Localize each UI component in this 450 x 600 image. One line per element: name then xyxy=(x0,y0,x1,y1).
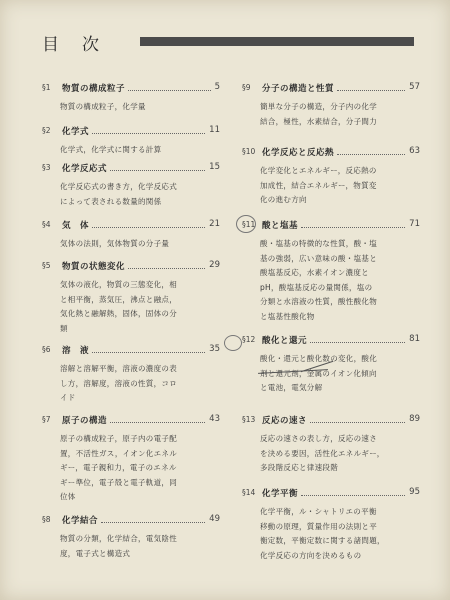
topic-line: と相平衡，蒸気圧，沸点と融点， xyxy=(60,294,177,304)
section-number: §8 xyxy=(42,515,51,524)
section-title: 反応の速さ xyxy=(262,416,308,426)
topic-line: 加成性，結合エネルギー，物質変 xyxy=(260,180,377,190)
toc-entry[interactable] xyxy=(42,125,220,158)
toc-entry-heading xyxy=(42,260,220,274)
leader-dots xyxy=(128,268,205,269)
topic-line: 剤と還元剤，金属のイオン化傾向 xyxy=(260,368,377,378)
page-number: 57 xyxy=(409,82,420,92)
section-topics xyxy=(260,352,420,396)
page-number: 71 xyxy=(409,219,420,229)
section-title: 酸化と還元 xyxy=(262,336,308,346)
topic-line: によって表される数量的関係 xyxy=(60,196,162,206)
leader-dots xyxy=(110,170,205,171)
topic-line: 位体 xyxy=(60,492,76,501)
section-number: §6 xyxy=(42,345,51,354)
section-number: §4 xyxy=(42,220,51,229)
toc-entry[interactable] xyxy=(42,82,220,115)
topic-line: pH，酸塩基反応の量関係，塩の xyxy=(260,282,373,292)
topic-line: 衡定数，平衡定数に関する諸問題， xyxy=(260,536,385,545)
topic-line: 化学反応の方向を決めるもの xyxy=(260,550,362,560)
section-topics xyxy=(260,100,420,129)
section-topics xyxy=(60,237,220,252)
topic-line: を決める要因，活性化エネルギー， xyxy=(260,448,385,458)
page-number: 5 xyxy=(214,82,220,92)
leader-dots xyxy=(92,352,205,353)
topic-line: 移動の原理，質量作用の法則と平 xyxy=(260,521,377,531)
topic-line: ギー，電子親和力，電子のエネル xyxy=(60,463,177,472)
section-number: §9 xyxy=(242,83,251,92)
page-number: 29 xyxy=(209,260,220,270)
section-topics xyxy=(60,432,220,505)
topic-line: 酸・塩基の特徴的な性質，酸・塩 xyxy=(260,239,377,248)
section-number: §14 xyxy=(242,488,256,497)
topic-line: と塩基性酸化物 xyxy=(260,311,315,321)
section-number: §5 xyxy=(42,261,51,270)
topic-line: 物質の分類，化学結合，電気陰性 xyxy=(60,534,177,543)
toc-entry-heading xyxy=(42,344,220,358)
pencil-circle-11 xyxy=(236,215,256,233)
page-number: 43 xyxy=(209,414,220,424)
topic-line: ギー準位，電子殻と電子軌道，同 xyxy=(60,477,177,487)
topic-line: 気体の法則，気体物質の分子量 xyxy=(60,239,170,248)
toc-entry[interactable] xyxy=(242,414,420,476)
toc-entry-heading xyxy=(242,146,420,160)
section-title: 原子の構造 xyxy=(62,416,108,426)
section-title: 物質の構成粒子 xyxy=(62,84,126,94)
topic-line: 酸化・還元と酸化数の変化，酸化 xyxy=(260,354,377,363)
leader-dots xyxy=(337,154,405,155)
leader-dots xyxy=(337,90,405,91)
title-rule xyxy=(140,37,414,46)
topic-line: 基の強弱，広い意味の酸・塩基と xyxy=(260,253,377,263)
toc-entry[interactable] xyxy=(42,162,220,209)
section-title: 化学反応式 xyxy=(62,164,108,174)
section-topics xyxy=(260,432,420,476)
section-topics xyxy=(60,180,220,209)
topic-line: 反応の速さの表し方，反応の速さ xyxy=(260,434,377,443)
toc-entry-heading xyxy=(42,219,220,233)
topic-line: 度，電子式と構造式 xyxy=(60,548,131,558)
section-title: 化学結合 xyxy=(62,516,99,526)
section-title: 酸と塩基 xyxy=(262,221,299,231)
section-topics xyxy=(60,278,220,336)
section-topics xyxy=(60,532,220,561)
section-number: §12 xyxy=(242,335,256,344)
section-number: §2 xyxy=(42,126,51,135)
topic-line: 原子の構成粒子，原子内の電子配 xyxy=(60,434,177,443)
toc-entry[interactable] xyxy=(42,219,220,252)
section-number: §11 xyxy=(242,220,256,229)
toc-entry[interactable] xyxy=(242,219,420,324)
toc-entry-heading xyxy=(242,414,420,428)
section-title: 化学式 xyxy=(62,127,90,137)
topic-line: し方，溶解度，溶液の性質，コロ xyxy=(60,378,177,388)
section-title: 溶 液 xyxy=(62,346,90,356)
page-number: 49 xyxy=(209,514,220,524)
page-title: 目 次 xyxy=(42,35,102,55)
section-title: 分子の構造と性質 xyxy=(262,84,335,94)
toc-entry[interactable] xyxy=(42,514,220,561)
leader-dots xyxy=(92,227,205,228)
toc-entry-heading xyxy=(42,162,220,176)
section-topics xyxy=(260,505,420,563)
page-number: 89 xyxy=(409,414,420,424)
topic-line: 気体の液化，物質の三態変化，相 xyxy=(60,280,177,289)
topic-line: 多段階反応と律速段階 xyxy=(260,463,338,472)
toc-entry[interactable] xyxy=(42,344,220,406)
section-number: §3 xyxy=(42,163,51,172)
section-topics xyxy=(260,237,420,324)
page-number: 81 xyxy=(409,334,420,344)
page-number: 11 xyxy=(209,125,220,135)
topic-line: 気化熱と融解熱，固体，固体の分 xyxy=(60,309,177,318)
toc-entry[interactable] xyxy=(242,146,420,208)
toc-entry[interactable] xyxy=(42,260,220,336)
toc-entry-heading xyxy=(242,82,420,96)
page-number: 95 xyxy=(409,487,420,497)
topic-line: 物質の構成粒子，化学量 xyxy=(60,102,146,111)
topic-line: 化の進む方向 xyxy=(260,195,307,204)
toc-entry-heading xyxy=(242,219,420,233)
section-title: 物質の状態変化 xyxy=(62,262,126,272)
toc-entry-heading xyxy=(42,82,220,96)
toc-entry[interactable] xyxy=(42,414,220,505)
section-title: 化学反応と反応熱 xyxy=(262,148,335,158)
topic-line: 分類と水溶液の性質，酸性酸化物 xyxy=(260,297,377,306)
page-number: 15 xyxy=(209,162,220,172)
topic-line: 置，不活性ガス，イオン化エネル xyxy=(60,448,177,458)
topic-line: 類 xyxy=(60,323,68,333)
topic-line: 簡単な分子の構造，分子内の化学 xyxy=(260,102,377,111)
leader-dots xyxy=(310,422,405,423)
toc-entry-heading xyxy=(42,414,220,428)
section-number: §10 xyxy=(242,147,256,156)
section-number: §7 xyxy=(42,415,51,424)
page-number: 35 xyxy=(209,344,220,354)
page-number: 63 xyxy=(409,146,420,156)
section-title: 気 体 xyxy=(62,221,90,231)
topic-line: 化学平衡，ル・シャトリエの平衡 xyxy=(260,507,377,516)
topic-line: と電池，電気分解 xyxy=(260,383,323,392)
toc-entry-heading xyxy=(42,125,220,139)
leader-dots xyxy=(128,90,211,91)
section-title: 化学平衡 xyxy=(262,489,299,499)
leader-dots xyxy=(101,522,205,523)
topic-line: 酸塩基反応，水素イオン濃度と xyxy=(260,268,369,277)
section-topics xyxy=(60,362,220,406)
toc-entry-heading xyxy=(242,487,420,501)
topic-line: イド xyxy=(60,393,76,402)
section-topics xyxy=(60,143,220,158)
title-row xyxy=(42,30,414,54)
leader-dots xyxy=(110,422,205,423)
topic-line: 化学式，化学式に関する計算 xyxy=(60,145,162,154)
leader-dots xyxy=(310,342,405,343)
section-topics xyxy=(60,100,220,115)
topic-line: 結合，極性，水素結合，分子間力 xyxy=(260,116,377,126)
section-number: §13 xyxy=(242,415,256,424)
topic-line: 化学変化とエネルギー，反応熱の xyxy=(260,166,377,175)
topic-line: 溶解と溶解平衡，溶液の濃度の表 xyxy=(60,364,177,373)
leader-dots xyxy=(301,227,405,228)
topic-line: 化学反応式の書き方，化学反応式 xyxy=(60,182,177,191)
toc-entry[interactable] xyxy=(242,334,420,396)
toc-entry-heading xyxy=(42,514,220,528)
page-number: 21 xyxy=(209,219,220,229)
pencil-circle-12 xyxy=(224,335,242,351)
toc-entry[interactable] xyxy=(242,82,420,129)
section-topics xyxy=(260,164,420,208)
leader-dots xyxy=(301,495,405,496)
toc-entry[interactable] xyxy=(242,487,420,563)
section-number: §1 xyxy=(42,83,51,92)
toc-entry-heading xyxy=(242,334,420,348)
leader-dots xyxy=(92,133,205,134)
